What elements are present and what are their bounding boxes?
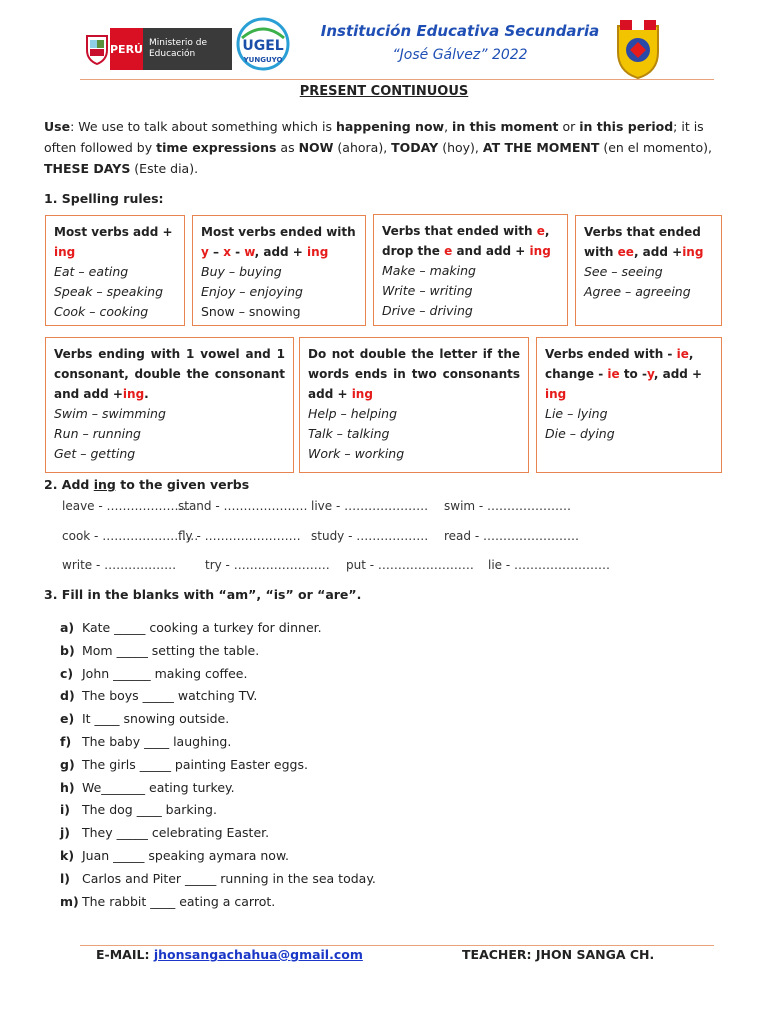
- rule-3-red-3: ing: [529, 244, 551, 258]
- item-letter: c): [60, 665, 74, 681]
- rule-6-example-3: Work – working: [308, 446, 405, 461]
- rule-3-example-3: Drive – driving: [382, 303, 473, 318]
- rule-2-text-4: , add +: [254, 245, 308, 259]
- list-item[interactable]: [60, 731, 580, 754]
- ugel-text: UGEL: [242, 38, 284, 54]
- section-3-heading: 3. Fill in the blanks with “am”, “is” or “are”.: [44, 587, 362, 602]
- use-bold-1: happening now: [335, 119, 445, 134]
- use-text-7: (hoy),: [438, 140, 483, 155]
- rule-5-example-1: Swim – swimming: [54, 406, 166, 421]
- rule-2-red-3: w: [244, 245, 255, 259]
- rule-2-example-3: Snow – snowing: [201, 304, 301, 319]
- rule-box-4: [575, 215, 722, 326]
- rule-2-red-2: x: [223, 245, 231, 259]
- use-bold-2: in this moment: [452, 119, 559, 134]
- verb-put[interactable]: put - ……………………: [346, 558, 474, 572]
- rule-3-text-3: and add +: [452, 244, 530, 258]
- verb-leave[interactable]: leave - …………………: [62, 499, 191, 513]
- footer-email: [96, 947, 363, 962]
- page-title-text: PRESENT CONTINUOUS: [299, 84, 469, 99]
- rule-1-example-1: Eat – eating: [54, 264, 129, 279]
- item-letter: h): [60, 779, 75, 795]
- list-item[interactable]: [60, 685, 580, 708]
- footer-divider: [80, 945, 714, 946]
- list-item[interactable]: [60, 663, 580, 686]
- use-text-4: ; it is often followed by: [44, 119, 704, 155]
- rule-3-red-1: e: [536, 224, 545, 238]
- list-item[interactable]: [60, 799, 580, 822]
- item-letter: l): [60, 870, 70, 886]
- item-text: The baby ____ laughing.: [81, 733, 232, 749]
- rule-4-red-1: ee: [617, 245, 634, 259]
- list-item[interactable]: [60, 868, 580, 891]
- section-2-text-1: 2. Add: [44, 477, 94, 492]
- list-item[interactable]: [60, 777, 580, 800]
- email-link[interactable]: jhonsangachahua@gmail.com: [153, 947, 363, 962]
- list-item[interactable]: [60, 617, 580, 640]
- rule-7-example-1: Lie – lying: [545, 406, 608, 421]
- school-subname: “José Gálvez” 2022: [392, 47, 528, 63]
- rule-box-6: [299, 337, 529, 473]
- item-letter: d): [60, 688, 75, 704]
- use-text-8: (en el momento),: [599, 140, 712, 155]
- rule-3-text-2: , drop the: [382, 224, 550, 258]
- rule-7-text-4: , add +: [653, 367, 703, 381]
- header-divider: [80, 79, 714, 80]
- rule-6-example-1: Help – helping: [308, 406, 398, 421]
- fill-in-list: [60, 617, 580, 913]
- item-text: The dog ____ barking.: [81, 802, 217, 818]
- list-item[interactable]: [60, 891, 580, 914]
- use-bold-4: time expressions: [156, 140, 277, 155]
- rule-3-text-1: Verbs that ended with: [382, 224, 537, 238]
- school-crest-icon: [610, 16, 666, 80]
- rule-7-red-2: ie: [607, 367, 620, 381]
- rule-box-2: [192, 215, 366, 326]
- use-label: Use: [44, 119, 71, 134]
- item-letter: f): [60, 733, 72, 749]
- item-letter: g): [60, 756, 75, 772]
- rule-7-example-2: Die – dying: [545, 426, 615, 441]
- rule-5-text-1: Verbs ending with 1 vowel and 1 consonant, double the consonant and add +: [54, 347, 285, 401]
- verb-lie[interactable]: lie - ……………………: [488, 558, 611, 572]
- item-text: Juan _____ speaking aymara now.: [81, 847, 289, 863]
- rule-7-text-3: to -: [619, 367, 647, 381]
- item-text: The girls _____ painting Easter eggs.: [81, 756, 308, 772]
- verb-read[interactable]: read - ……………………: [444, 529, 579, 543]
- rule-2-text-3: -: [230, 245, 245, 259]
- rule-4-text-1: Verbs that ended with: [584, 225, 701, 259]
- rule-3-example-2: Write – writing: [382, 283, 473, 298]
- item-text: Kate _____ cooking a turkey for dinner.: [81, 620, 322, 635]
- rule-5-text-2: .: [144, 387, 149, 401]
- verb-cook[interactable]: cook - ……………………: [62, 529, 199, 543]
- verb-study[interactable]: study - ………………: [311, 529, 429, 543]
- item-letter: b): [60, 642, 75, 658]
- list-item[interactable]: [60, 845, 580, 868]
- rule-3-example-1: Make – making: [382, 263, 476, 278]
- verb-fly[interactable]: fly - ……………………: [178, 529, 301, 543]
- rule-2-example-1: Buy – buying: [201, 264, 282, 279]
- rule-2-red-1: y: [201, 245, 209, 259]
- school-name: Institución Educativa Secundaria: [320, 22, 600, 40]
- rule-4-example-1: See – seeing: [584, 264, 663, 279]
- item-text: We_______ eating turkey.: [81, 779, 235, 795]
- rule-4-red-2: ing: [682, 245, 704, 259]
- rule-2-text-2: –: [208, 245, 224, 259]
- use-bold-6: TODAY: [391, 140, 439, 155]
- rule-box-7: [536, 337, 722, 473]
- item-text: John ______ making coffee.: [81, 665, 248, 681]
- rule-7-red-3: y: [646, 367, 654, 381]
- item-text: Carlos and Piter _____ running in the sea today.: [81, 870, 376, 886]
- list-item[interactable]: [60, 640, 580, 663]
- ugel-sub-text: YUNGUYO: [243, 56, 283, 64]
- rule-2-example-2: Enjoy – enjoying: [201, 284, 303, 299]
- use-text-9: (Este dia).: [130, 161, 199, 176]
- item-letter: i): [60, 802, 70, 818]
- peru-shield-icon: [84, 28, 110, 70]
- item-letter: e): [60, 711, 75, 727]
- verb-stand[interactable]: stand - …………………: [178, 499, 308, 513]
- item-letter: m): [60, 893, 79, 909]
- rule-3-red-2: e: [444, 244, 453, 258]
- rule-7-text-1: Verbs ended with -: [545, 347, 677, 361]
- rule-1-example-3: Cook – cooking: [54, 304, 149, 319]
- rule-1-example-2: Speak – speaking: [54, 284, 164, 299]
- verb-swim[interactable]: swim - …………………: [444, 499, 572, 513]
- rule-1-text: Most verbs add +: [54, 225, 173, 239]
- rule-5-red-1: ing: [122, 387, 145, 401]
- ugel-logo: [236, 16, 290, 72]
- item-text: The rabbit ____ eating a carrot.: [81, 893, 276, 909]
- use-text-2: ,: [444, 119, 453, 134]
- footer-teacher: TEACHER: JHON SANGA CH.: [462, 947, 655, 962]
- use-bold-3: in this period: [579, 119, 674, 134]
- rule-2-text-1: Most verbs ended with: [201, 225, 356, 239]
- rule-6-red-1: ing: [351, 387, 373, 401]
- rule-4-text-2: , add +: [633, 245, 683, 259]
- rule-4-example-2: Agree – agreeing: [584, 284, 691, 299]
- use-text-6: (ahora),: [333, 140, 392, 155]
- use-text-3: or: [558, 119, 580, 134]
- verb-write[interactable]: write - ………………: [62, 558, 177, 572]
- item-text: It ____ snowing outside.: [81, 711, 230, 727]
- rule-6-example-2: Talk – talking: [308, 426, 390, 441]
- rule-1-red: ing: [54, 245, 76, 259]
- rule-7-red-4: ing: [545, 387, 567, 401]
- item-text: Mom _____ setting the table.: [81, 642, 260, 658]
- peru-label: PERÚ: [110, 28, 143, 70]
- use-paragraph: [44, 116, 724, 179]
- rule-7-red-1: ie: [676, 347, 689, 361]
- use-bold-7: AT THE MOMENT: [482, 140, 600, 155]
- rule-7-text-2: , change -: [545, 347, 694, 381]
- rule-2-red-4: ing: [307, 245, 329, 259]
- section-2-heading: [44, 477, 249, 492]
- list-item[interactable]: [60, 822, 580, 845]
- ministry-label: Ministerio de Educación: [143, 28, 232, 70]
- rule-5-example-3: Get – getting: [54, 446, 136, 461]
- section-1-heading: 1. Spelling rules:: [44, 191, 164, 206]
- use-bold-8: THESE DAYS: [44, 161, 131, 176]
- page-title: [0, 84, 768, 99]
- item-letter: a): [60, 620, 75, 635]
- ministry-logo: [84, 28, 232, 70]
- section-2-text-2: to the given verbs: [115, 477, 250, 492]
- verb-live[interactable]: live - …………………: [311, 499, 429, 513]
- item-text: They _____ celebrating Easter.: [81, 825, 270, 841]
- rule-6-text-1: Do not double the letter if the words ends in two consonants add +: [308, 347, 520, 401]
- use-text-5: as: [276, 140, 299, 155]
- use-text-1: : We use to talk about something which is: [70, 119, 336, 134]
- use-bold-5: NOW: [298, 140, 334, 155]
- rule-box-5: [45, 337, 294, 473]
- list-item[interactable]: [60, 754, 580, 777]
- rule-box-1: [45, 215, 185, 326]
- rule-box-3: [373, 214, 568, 326]
- section-2-underlined: ing: [93, 477, 116, 492]
- rule-5-example-2: Run – running: [54, 426, 141, 441]
- email-label: E-MAIL:: [96, 947, 154, 962]
- item-text: The boys _____ watching TV.: [81, 688, 258, 704]
- verb-try[interactable]: try - ……………………: [205, 558, 330, 572]
- list-item[interactable]: [60, 708, 580, 731]
- item-letter: k): [60, 847, 75, 863]
- item-letter: j): [60, 825, 70, 841]
